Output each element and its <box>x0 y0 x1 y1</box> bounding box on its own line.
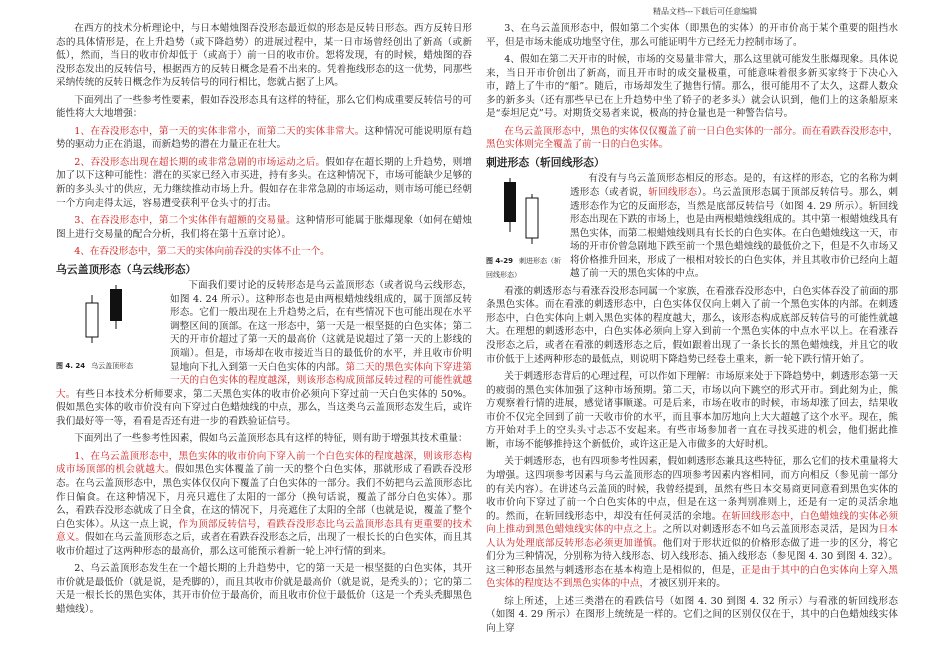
figure-dark-cloud-cover <box>56 281 162 373</box>
highlight-text: 1、在吞没形态中，第一天的实体非常小，而第二天的实体非常大。 <box>74 125 365 137</box>
figure-caption: 图 4-29 刺进形态（斩回线形态） <box>486 257 561 279</box>
highlight-text: 作为顶部反转信号，看跌吞没形态比乌云盖顶形态具有更重要的技术意义。 <box>56 518 473 544</box>
highlight-text: 第二天的黑色实体向下穿进第一天的白色实体的程度越深，则该形态构成顶部反转过程的可能性就越大。 <box>56 361 473 400</box>
right-column <box>486 22 898 640</box>
highlight-text: 斩回线形态 <box>648 187 698 199</box>
body-text: 这种情况可能说明原有趋势的驱动力正在消退，而新趋势的潜在力量正在壮大。 <box>56 125 473 151</box>
white-candle <box>526 198 538 238</box>
list-item: 1、在乌云盖顶形态中，黑色实体的收市价向下穿入前一个白色实体的程度越深，则该形态构成市场顶部的机会就越大。假如黑色实体覆盖了前一天的整个白色实体，那就形成了看跌吞没形态。在乌云盖顶形态中，黑色实体仅仅向下覆盖了白色实体的一部分。我们不妨把乌云盖顶形态比作日偏食。在这种情况下，月亮只遮住了太阳的一部分（换句话说，覆盖了部分白色实体）。那么，看跌吞没形态就成了日全食，在这的情况下，月亮遮住了太阳的全部（也就是说，覆盖了整个白色实体）。从这一点上说，作为顶部反转信号，看跌吞没形态比乌云盖顶形态具有更重要的技术意义。假如在乌云盖顶形态之后，或者在看跌吞没形态之后，出现了一根长长的白色实体，而且其收市价超过了这两种形态的最高价，那么这可能预示着新一轮上冲行情的到来。 <box>56 450 473 557</box>
black-candle <box>504 182 516 222</box>
figure-piercing-pattern <box>486 174 562 282</box>
list-item <box>56 156 472 210</box>
section-heading-piercing: 刺进形态（斩回线形态） <box>486 155 605 169</box>
list-item <box>56 214 472 241</box>
white-candle <box>86 303 98 337</box>
highlight-text: 日本人认为处理底部反转形态必须更加谨慎。 <box>486 524 899 549</box>
body-text: 假如存在超长期的上升趋势，则增加了以下这种可能性：潜在的买家已经入市买进，持有多头。在这种情况下，市场可能缺少足够的新的多头头寸的供应，无力继续推动市场上升。假如存在非常急剧的市场运动，则市场可能已经朝一个方向走得太远，容易遭受获利平仓头寸的打击。 <box>56 156 473 209</box>
list-item: 4、假如在第二天开市的时候，市场的交易量非常大，那么这里就可能发生胀爆现象。具体说来，当日开市价创出了新高，而且开市时的成交量极重，可能意味着很多新买家终于下决心入市，踏上了牛市的“船”。随后，市场却发生了抛售行情。那么，很可能用不了太久，这群人数众多的新多头（还有那些早已在上升趋势中坐了轿子的老多头）就会认识到，他们上的这条船原来是“泰坦尼克”号。对期货交易者来说，极高的持仓量也是一种警告信号。 <box>486 54 898 120</box>
paragraph: 看涨的刺透形态与看涨吞没形态同属一个家族，在看涨吞没形态中，白色实体吞没了前面的那条黑色实体。而在看涨的刺透形态中，白色实体仅仅向上刺入了前一个黑色实体的内部。在刺透形态中，白色实体向上刺入黑色实体的程度越大，那么，该形态构成底部反转信号的可能性就越大。在理想的刺透形态中，白色实体必须向上穿入到前一个黑色实体的中点水平以上。在看涨吞没形态之后，或者在看涨的刺透形态之后，假如跟着出现了一条长长的黑色蜡烛线，并且它的收市价低于上述两种形态的最低点，则说明下降趋势已经卷土重来，新一轮下跌行情开始了。 <box>486 285 898 365</box>
list-item: 3、在乌云盖顶形态中，假如第二个实体（即黑色的实体）的开市价高于某个重要的阻挡水平，但是市场未能成功地坚守住，那么可能证明牛方已经无力控制市场了。 <box>486 23 898 48</box>
paragraph: 下面列出了一些参考性因素，假如乌云盖顶形态具有这样的特征，则有助于增强其技术重量： <box>74 433 468 445</box>
highlight-text: 正是由于其中的白色实体向上穿入黑色实体的程度达不到黑色实体的中点， <box>486 564 899 590</box>
body-text: 这种情形可能属于胀爆现象（如何在蜡烛图上进行交易量的配合分析，我们将在第十五章讨论）。 <box>56 215 473 240</box>
candlestick-chart-icon <box>56 281 152 353</box>
page-header: 精品文档---下载后可任意编辑 <box>653 7 758 16</box>
left-column <box>56 22 472 620</box>
list-item <box>56 125 472 152</box>
paragraph: 在西方的技术分析理论中，与日本蜡烛图吞没形态最近似的形态是反转日形态。西方反转日形态的具体情形是，在上升趋势（或下降趋势）的进展过程中，某一日市场曾经创出了新高（或新低），然而，当日的收市价却低于（或高于）前一日的收市价。恕将发现，有的时候，蜡烛图的吞没形态发出的反转信号，根据西方的反转日概念是看不出来的。凭着拖线形态的这一优势，同那些采纳传统的反转日概念作为反转信号的同行相比，您就占据了上风。 <box>56 23 472 89</box>
highlight-text: 在斩回线形态中，白色蜡烛线的实体必须向上推动到黑色蜡烛线实体的中点之上。 <box>486 510 899 536</box>
black-candle <box>110 289 122 321</box>
section-heading-dark-cloud: 乌云盖顶形态（乌云线形态） <box>56 262 197 276</box>
paragraph: 关于刺透形态，也有四项参考性因素，假如刺透形态兼具这些特征，那么它们的技术重量将大为增强。这四项参考因素与乌云盖顶形态的四项参考因素内容相同，而方向相反（参见前一部分的有关内容）。在讲述乌云盖顶的时候，我曾经提到，虽然有些日本交易商更同意看到黑色实体的收市价向下穿过了前一个白色实体的中点，但是在这一条判别准则上，还是有一定的灵活余地的。然而，在斩回线形态中，却没有任何灵活的余地。在斩回线形态中，白色蜡烛线的实体必须向上推动到黑色蜡烛线实体的中点之上。之所以对刺透形态不如乌云盖顶形态灵活，是因为日本人认为处理底部反转形态必须更加谨慎。他们对于形状近似的价格形态做了进一步的区分，将它们分为三种情况，分别称为待入线形态、切入线形态、插入线形态（参见图 4. 30 到图 4. 32）。这三种形态虽然与刺透形态在基本构造上是相似的，但是，正是由于其中的白色实体向上穿入黑色实体的程度达不到黑色实体的中点，才被区别开来的。 <box>486 456 899 590</box>
figure-caption: 图 4. 24 乌云盖顶形态 <box>56 361 134 370</box>
list-item: 2、乌云盖顶形态发生在一个超长期的上升趋势中，它的第一天是一根坚挺的白色实体，其开市价就是最低价（就是说，是秃脚的），而且其收市价就是最高价（就是说，是秃头的）；它的第二天是一根长长的黑色实体，其开市价位于最高价，而且收市价位于最低价（这是一个秃头秃脚黑色蜡烛线）。 <box>56 563 472 615</box>
highlight-text: 1、在乌云盖顶形态中，黑色实体的收市价向下穿入前一个白色实体的程度越深，则该形态构成市场顶部的机会就越大。 <box>56 450 472 476</box>
paragraph: 下面我们要讨论的反转形态是乌云盖顶形态（或者说乌云线形态，如图 4. 24 所示）。这种形态也是由两根蜡烛线组成的，属于顶部反转形态。它们一般出现在上升趋势之后，在有些情况下也可能出现在水平调整区间的顶部。在这一形态中，第一天是一根坚挺的白色实体；第二天的开市价超过了第一天的最高价（这就是说超过了第一天的上影线的顶端）。但是，市场却在收市接近当日的最低价的水平，并且收市价明显地向下扎入到第一天白色实体的内部。第二天的黑色实体向下穿进第一天的白色实体的程度越深，则该形态构成顶部反转过程的可能性就越大。有些日本技术分析师要求，第二天黑色实体的收市价必须向下穿过前一天白色实体的 50%。假如黑色实体的收市价没有向下穿过白色蜡烛线的中点，那么，当这类乌云盖顶形态发生后，或许我们最好等一等，看看是否还有进一步的看跌验证信号。 <box>56 280 473 427</box>
paragraph: 综上所述，上述三类潜在的看跌信号（如图 4. 30 到图 4. 32 所示）与看涨的斩回线形态（如图 4. 29 所示）在图形上统统是一样的。它们之间的区别仅仅在于，其中的白色蜡烛线实体向上穿 <box>486 595 898 634</box>
paragraph: 下面列出了一些参考性要素，假如吞没形态具有这样的特征，那么它们构成重要反转信号的可能性将大大地增强： <box>56 94 472 120</box>
highlight-text: 2、吞没形态出现在超长期的或非常急剧的市场运动之后。 <box>74 156 326 168</box>
paragraph: 有没有与乌云盖顶形态相反的形态。是的，有这样的形态，它的名称为刺透形态（或者说，斩回线形态）。乌云盖顶形态属于顶部反转信号。那么，刺透形态作为它的反面形态，当然是底部反转信号（如图 4. 29 所示）。斩回线形态出现在下跌的市场上，也是由两根蜡烛线组成的。其中第一根蜡烛线具有黑色实体，而第二根蜡烛线则具有长长的白色实体。在白色蜡烛线这一天，市场的开市价曾急剧地下跌至前一个黑色蜡烛线的最低价之下，但是不久市场又将价格推升回来，形成了一根相对较长的白色实体，并且其收市价已经向上超越了前一天的黑色实体的中点。 <box>570 173 899 280</box>
paragraph: 关于刺透形态背后的心理过程，可以作如下理解：市场原来处于下降趋势中，刺透形态第一天的疲弱的黑色实体加强了这种市场预期。第二天，市场以向下跳空的形式开市。到此刻为止，熊方观察着行情的进展，感觉诸事顺遂。可是后来，市场在收市的时候，市场却涨了回去，结果收市价不仅完全回到了前一天收市价的水平，而且事本加厉地向上大大超越了这个水平。现在，熊方开始对手上的空头头寸忐忑不安起来。有些市场参加者一直在寻找买进的机会，他们据此推断，市场不能够推持这个新低价，或许这正是入市做多的大好时机。 <box>486 371 898 450</box>
highlight-paragraph: 在乌云盖顶形态中，黑色的实体仅仅覆盖了前一日白色实体的一部分。而在看跌吞没形态中，黑色实体则完全覆盖了前一日的白色实体。 <box>486 125 898 151</box>
list-item: 4、在吞没形态中，第二天的实体向前吞没的实体不止一个。 <box>74 246 330 258</box>
highlight-text: 3、在吞没形态中，第二个实体伴有超额的交易量。 <box>74 215 296 227</box>
candlestick-chart-icon <box>486 174 558 248</box>
